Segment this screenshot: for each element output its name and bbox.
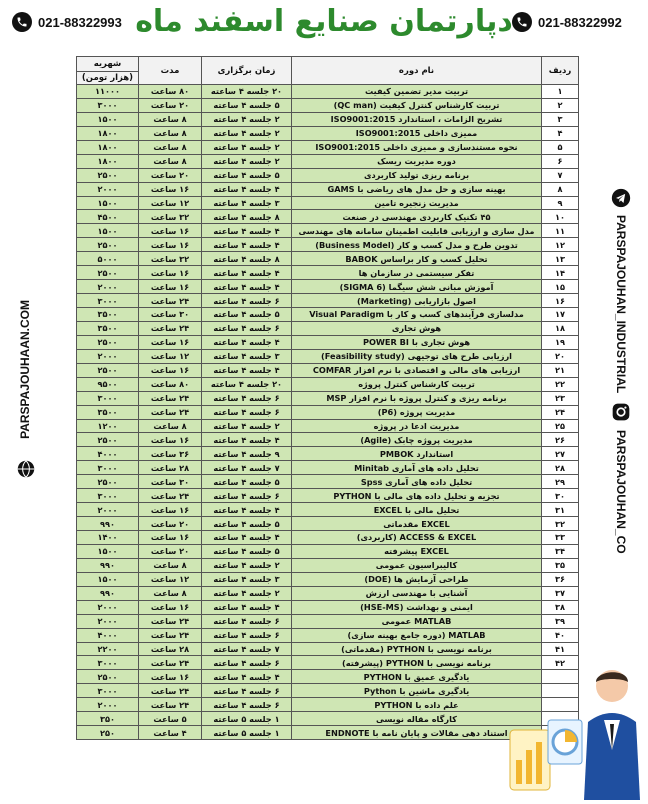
cell-fee: ۳۵۰	[77, 712, 139, 726]
cell-schedule: ۲ جلسه ۴ ساعته	[202, 154, 292, 168]
cell-course: برنامه ریزی و کنترل پروژه با نرم افزار MSP	[292, 391, 542, 405]
cell-schedule: ۷ جلسه ۴ ساعته	[202, 461, 292, 475]
cell-course: تحلیل داده های آماری Spss	[292, 475, 542, 489]
cell-schedule: ۲ جلسه ۴ ساعته	[202, 140, 292, 154]
table-row	[77, 280, 579, 294]
cell-duration: ۱۶ ساعت	[139, 670, 202, 684]
table-row	[77, 140, 579, 154]
table-row	[77, 405, 579, 419]
table-row	[77, 238, 579, 252]
cell-schedule: ۵ جلسه ۴ ساعته	[202, 544, 292, 558]
cell-row: ۲۷	[542, 447, 579, 461]
table-row	[77, 377, 579, 391]
cell-duration: ۸ ساعت	[139, 586, 202, 600]
table-row	[77, 461, 579, 475]
cell-fee: ۲۰۰۰	[77, 503, 139, 517]
instagram-handle[interactable]: PARSPAJOUHAN_CO	[614, 430, 628, 554]
cell-course: بهینه سازی و حل مدل های ریاضی با GAMS	[292, 182, 542, 196]
cell-fee: ۱۲۰۰	[77, 419, 139, 433]
cell-fee: ۲۰۰۰	[77, 614, 139, 628]
table-row	[77, 85, 579, 99]
cell-duration: ۱۶ ساعت	[139, 266, 202, 280]
cell-schedule: ۲۰ جلسه ۴ ساعته	[202, 377, 292, 391]
col-header-duration: مدت	[139, 57, 202, 85]
cell-fee: ۹۵۰۰	[77, 377, 139, 391]
cell-duration: ۲۰ ساعت	[139, 168, 202, 182]
cell-course: تحلیل داده های آماری Minitab	[292, 461, 542, 475]
cell-schedule: ۵ جلسه ۴ ساعته	[202, 517, 292, 531]
cell-fee: ۳۰۰۰	[77, 656, 139, 670]
cell-row: ۸	[542, 182, 579, 196]
cell-fee: ۲۵۰۰	[77, 266, 139, 280]
cell-schedule: ۶ جلسه ۴ ساعته	[202, 614, 292, 628]
cell-duration: ۵ ساعت	[139, 712, 202, 726]
cell-duration: ۳۲ ساعت	[139, 210, 202, 224]
cell-row: ۱۶	[542, 294, 579, 308]
table-row	[77, 252, 579, 266]
cell-schedule: ۵ جلسه ۴ ساعته	[202, 308, 292, 322]
cell-schedule: ۳ جلسه ۴ ساعته	[202, 572, 292, 586]
cell-fee: ۱۴۰۰	[77, 531, 139, 545]
cell-course: ارزیابی های مالی و اقتصادی با نرم افزار COMFAR	[292, 363, 542, 377]
cell-row: ۳۰	[542, 489, 579, 503]
cell-schedule: ۴ جلسه ۴ ساعته	[202, 224, 292, 238]
cell-course: MATLAB (دوره جامع بهینه سازی)	[292, 628, 542, 642]
cell-fee: ۲۵۰۰	[77, 238, 139, 252]
cell-row: ۷	[542, 168, 579, 182]
cell-schedule: ۲۰ جلسه ۴ ساعته	[202, 85, 292, 99]
cell-duration: ۱۶ ساعت	[139, 503, 202, 517]
table-row	[77, 308, 579, 322]
cell-schedule: ۴ جلسه ۴ ساعته	[202, 531, 292, 545]
cell-schedule: ۷ جلسه ۴ ساعته	[202, 642, 292, 656]
cell-fee: ۳۰۰۰	[77, 98, 139, 112]
cell-duration: ۱۶ ساعت	[139, 224, 202, 238]
cell-row: ۳۵	[542, 558, 579, 572]
cell-schedule: ۴ جلسه ۴ ساعته	[202, 670, 292, 684]
cell-course: طراحی آزمایش ها (DOE)	[292, 572, 542, 586]
table-row	[77, 363, 579, 377]
cell-fee: ۳۰۰۰	[77, 461, 139, 475]
cell-fee: ۱۸۰۰	[77, 154, 139, 168]
globe-icon	[17, 460, 35, 482]
cell-course: دوره مدیریت ریسک	[292, 154, 542, 168]
table-row	[77, 98, 579, 112]
cell-schedule: ۶ جلسه ۴ ساعته	[202, 294, 292, 308]
cell-duration: ۲۴ ساعت	[139, 698, 202, 712]
cell-fee: ۱۵۰۰	[77, 112, 139, 126]
cell-course: EXCEL پیشرفته	[292, 544, 542, 558]
telegram-handle[interactable]: PARSPAJOUHAN_INDUSTRIAL	[614, 215, 628, 394]
cell-row: ۵	[542, 140, 579, 154]
cell-duration: ۸۰ ساعت	[139, 377, 202, 391]
cell-duration: ۸ ساعت	[139, 126, 202, 140]
cell-course: آموزش مبانی شش سیگما (6 SIGMA)	[292, 280, 542, 294]
cell-schedule: ۴ جلسه ۴ ساعته	[202, 280, 292, 294]
cell-schedule: ۲ جلسه ۴ ساعته	[202, 112, 292, 126]
cell-duration: ۱۲ ساعت	[139, 196, 202, 210]
cell-row: ۲۰	[542, 349, 579, 363]
table-row	[77, 182, 579, 196]
table-row	[77, 419, 579, 433]
cell-course: استناد دهی مقالات و پایان نامه با ENDNOTE	[292, 726, 542, 740]
cell-row: ۳۴	[542, 544, 579, 558]
cell-duration: ۸ ساعت	[139, 154, 202, 168]
cell-duration: ۱۲ ساعت	[139, 572, 202, 586]
cell-duration: ۱۶ ساعت	[139, 335, 202, 349]
cell-schedule: ۴ جلسه ۴ ساعته	[202, 433, 292, 447]
cell-duration: ۸ ساعت	[139, 558, 202, 572]
cell-fee: ۳۵۰۰	[77, 308, 139, 322]
cell-row: ۱۱	[542, 224, 579, 238]
cell-row: ۲۲	[542, 377, 579, 391]
cell-fee: ۳۰۰۰	[77, 391, 139, 405]
cell-course: مدیریت زنجیره تامین	[292, 196, 542, 210]
cell-fee: ۱۵۰۰	[77, 544, 139, 558]
cell-schedule: ۶ جلسه ۴ ساعته	[202, 698, 292, 712]
cell-duration: ۲۰ ساعت	[139, 544, 202, 558]
cell-fee: ۲۵۰۰	[77, 335, 139, 349]
cell-schedule: ۴ جلسه ۴ ساعته	[202, 266, 292, 280]
cell-fee: ۲۰۰۰	[77, 280, 139, 294]
cell-schedule: ۲ جلسه ۴ ساعته	[202, 419, 292, 433]
cell-row: ۳۲	[542, 517, 579, 531]
cell-fee: ۳۵۰۰	[77, 405, 139, 419]
cell-duration: ۳۰ ساعت	[139, 475, 202, 489]
cell-schedule: ۴ جلسه ۴ ساعته	[202, 182, 292, 196]
cell-fee: ۳۰۰۰	[77, 684, 139, 698]
cell-duration: ۲۸ ساعت	[139, 642, 202, 656]
cell-row: ۲۸	[542, 461, 579, 475]
cell-course: کارگاه مقاله نویسی	[292, 712, 542, 726]
cell-schedule: ۴ جلسه ۴ ساعته	[202, 600, 292, 614]
cell-course: برنامه نویسی با PYTHON (پیشرفته)	[292, 656, 542, 670]
cell-duration: ۱۶ ساعت	[139, 280, 202, 294]
cell-duration: ۱۶ ساعت	[139, 433, 202, 447]
table-row	[77, 210, 579, 224]
cell-schedule: ۴ جلسه ۴ ساعته	[202, 503, 292, 517]
cell-row: ۲۶	[542, 433, 579, 447]
table-row	[77, 433, 579, 447]
table-row	[77, 391, 579, 405]
cell-fee: ۹۹۰	[77, 586, 139, 600]
cell-duration: ۸ ساعت	[139, 419, 202, 433]
cell-fee: ۲۰۰۰	[77, 182, 139, 196]
cell-fee: ۲۵۰۰	[77, 475, 139, 489]
site-url[interactable]: PARSPAJOUHAAN.COM	[18, 300, 32, 439]
cell-duration: ۲۴ ساعت	[139, 321, 202, 335]
cell-row: ۱۴	[542, 266, 579, 280]
table-row	[77, 517, 579, 531]
cell-duration: ۲۴ ساعت	[139, 405, 202, 419]
cell-course: MATLAB عمومی	[292, 614, 542, 628]
table-row	[77, 447, 579, 461]
cell-schedule: ۲ جلسه ۴ ساعته	[202, 126, 292, 140]
table-row	[77, 224, 579, 238]
cell-row: ۳۹	[542, 614, 579, 628]
cell-duration: ۲۸ ساعت	[139, 461, 202, 475]
col-header-schedule: زمان برگزاری	[202, 57, 292, 85]
cell-schedule: ۲ جلسه ۴ ساعته	[202, 586, 292, 600]
cell-duration: ۴ ساعت	[139, 726, 202, 740]
cell-row: ۴۱	[542, 642, 579, 656]
cell-duration: ۱۶ ساعت	[139, 363, 202, 377]
cell-fee: ۱۵۰۰	[77, 572, 139, 586]
col-header-fee: شهریه	[77, 57, 139, 72]
cell-duration: ۱۲ ساعت	[139, 349, 202, 363]
cell-duration: ۳۲ ساعت	[139, 252, 202, 266]
cell-schedule: ۱ جلسه ۵ ساعته	[202, 712, 292, 726]
col-header-row: ردیف	[542, 57, 579, 85]
cell-course: تربیت مدیر تضمین کیفیت	[292, 85, 542, 99]
cell-schedule: ۳ جلسه ۴ ساعته	[202, 196, 292, 210]
table-row	[77, 614, 579, 628]
cell-schedule: ۵ جلسه ۴ ساعته	[202, 98, 292, 112]
table-row	[77, 196, 579, 210]
cell-course: تدوین طرح و مدل کسب و کار (Business Model)	[292, 238, 542, 252]
table-row	[77, 628, 579, 642]
cell-course: اصول بازاریابی (Marketing)	[292, 294, 542, 308]
cell-course: آشنایی با مهندسی ارزش	[292, 586, 542, 600]
cell-duration: ۲۴ ساعت	[139, 614, 202, 628]
telegram-icon	[611, 188, 631, 212]
cell-fee: ۳۵۰۰	[77, 321, 139, 335]
cell-duration: ۳۰ ساعت	[139, 308, 202, 322]
cell-course: نحوه مستندسازی و ممیزی داخلی ISO9001:2015	[292, 140, 542, 154]
table-row	[77, 558, 579, 572]
cell-row: ۳۱	[542, 503, 579, 517]
cell-duration: ۲۴ ساعت	[139, 684, 202, 698]
cell-duration: ۱۶ ساعت	[139, 238, 202, 252]
page-title: دپارتمان صنایع اسفند ماه	[135, 4, 513, 39]
cell-schedule: ۶ جلسه ۴ ساعته	[202, 684, 292, 698]
table-row	[77, 600, 579, 614]
cell-schedule: ۸ جلسه ۴ ساعته	[202, 252, 292, 266]
table-row	[77, 266, 579, 280]
cell-course: مدیریت ادعا در پروژه	[292, 419, 542, 433]
cell-fee: ۹۹۰	[77, 558, 139, 572]
cell-duration: ۸ ساعت	[139, 140, 202, 154]
cell-fee: ۲۰۰۰	[77, 600, 139, 614]
cell-duration: ۲۴ ساعت	[139, 391, 202, 405]
table-row	[77, 475, 579, 489]
table-row	[77, 503, 579, 517]
cell-course: یادگیری عمیق با PYTHON	[292, 670, 542, 684]
cell-row: ۲۴	[542, 405, 579, 419]
cell-course: کالیبراسیون عمومی	[292, 558, 542, 572]
col-header-fee-unit: (هزار تومن)	[77, 72, 139, 85]
cell-course: ممیزی داخلی ISO9001:2015	[292, 126, 542, 140]
table-row	[77, 531, 579, 545]
cell-course: مدیریت پروژه (P6)	[292, 405, 542, 419]
cell-duration: ۳۶ ساعت	[139, 447, 202, 461]
table-row	[77, 126, 579, 140]
cell-row: ۲۳	[542, 391, 579, 405]
cell-course: ACCESS & EXCEL (کاربردی)	[292, 531, 542, 545]
cell-row: ۱	[542, 85, 579, 99]
cell-row: ۴۲	[542, 656, 579, 670]
cell-fee: ۲۵۰۰	[77, 363, 139, 377]
cell-fee: ۱۵۰۰	[77, 196, 139, 210]
table-row	[77, 572, 579, 586]
cell-course: مدلسازی فرآیندهای کسب و کار با Visual Paradigm	[292, 308, 542, 322]
cell-row: ۳۶	[542, 572, 579, 586]
cell-row: ۴	[542, 126, 579, 140]
cell-schedule: ۶ جلسه ۴ ساعته	[202, 489, 292, 503]
cell-row: ۱۳	[542, 252, 579, 266]
cell-schedule: ۹ جلسه ۴ ساعته	[202, 447, 292, 461]
cell-fee: ۱۱۰۰۰	[77, 85, 139, 99]
cell-row: ۳۷	[542, 586, 579, 600]
table-row	[77, 489, 579, 503]
table-row	[77, 335, 579, 349]
phone-left-number: 021-88322993	[38, 14, 122, 30]
cell-fee: ۲۲۰۰	[77, 642, 139, 656]
cell-course: تحلیل مالی با EXCEL	[292, 503, 542, 517]
cell-row: ۱۰	[542, 210, 579, 224]
cell-row: ۱۲	[542, 238, 579, 252]
cell-course: مدیریت پروژه چابک (Agile)	[292, 433, 542, 447]
table-row	[77, 321, 579, 335]
table-body	[77, 85, 579, 740]
col-header-course: نام دوره	[292, 57, 542, 85]
cell-course: ۴۵ تکنیک کاربردی مهندسی در صنعت	[292, 210, 542, 224]
cell-course: تشریح الزامات ، استاندارد ISO9001:2015	[292, 112, 542, 126]
cell-schedule: ۴ جلسه ۴ ساعته	[202, 238, 292, 252]
cell-schedule: ۸ جلسه ۴ ساعته	[202, 210, 292, 224]
cell-duration: ۲۴ ساعت	[139, 656, 202, 670]
cell-row: ۳۳	[542, 531, 579, 545]
table-row	[77, 544, 579, 558]
business-man-illustration	[500, 660, 648, 800]
cell-duration: ۱۶ ساعت	[139, 182, 202, 196]
cell-duration: ۸۰ ساعت	[139, 85, 202, 99]
cell-course: مدل سازی و ارزیابی قابلیت اطمینان سامانه های مهندسی	[292, 224, 542, 238]
cell-fee: ۱۸۰۰	[77, 126, 139, 140]
header	[0, 0, 648, 52]
cell-fee: ۹۹۰	[77, 517, 139, 531]
cell-schedule: ۱ جلسه ۵ ساعته	[202, 726, 292, 740]
cell-course: یادگیری ماشین با Python	[292, 684, 542, 698]
cell-schedule: ۲ جلسه ۴ ساعته	[202, 558, 292, 572]
table-row	[77, 294, 579, 308]
cell-fee: ۴۰۰۰	[77, 628, 139, 642]
cell-fee: ۳۰۰۰	[77, 489, 139, 503]
cell-duration: ۲۴ ساعت	[139, 489, 202, 503]
cell-fee: ۲۵۰۰	[77, 168, 139, 182]
cell-course: برنامه نویسی با PYTHON (مقدماتی)	[292, 642, 542, 656]
cell-fee: ۴۵۰۰	[77, 210, 139, 224]
cell-course: EXCEL مقدماتی	[292, 517, 542, 531]
cell-row: ۹	[542, 196, 579, 210]
cell-fee: ۲۵۰۰	[77, 433, 139, 447]
cell-course: تفکر سیستمی در سازمان ها	[292, 266, 542, 280]
cell-duration: ۲۴ ساعت	[139, 294, 202, 308]
cell-row: ۲۵	[542, 419, 579, 433]
table-row	[77, 642, 579, 656]
cell-fee: ۲۰۰۰	[77, 349, 139, 363]
cell-schedule: ۶ جلسه ۴ ساعته	[202, 391, 292, 405]
cell-schedule: ۶ جلسه ۴ ساعته	[202, 321, 292, 335]
cell-course: ارزیابی طرح های توجیهی (Feasibility study)	[292, 349, 542, 363]
cell-schedule: ۵ جلسه ۴ ساعته	[202, 168, 292, 182]
cell-course: ایمنی و بهداشت (HSE-MS)	[292, 600, 542, 614]
cell-fee: ۲۵۰۰	[77, 670, 139, 684]
cell-row: ۱۵	[542, 280, 579, 294]
table-row	[77, 586, 579, 600]
cell-duration: ۸ ساعت	[139, 112, 202, 126]
cell-duration: ۱۶ ساعت	[139, 600, 202, 614]
cell-row: ۶	[542, 154, 579, 168]
cell-course: علم داده با PYTHON	[292, 698, 542, 712]
cell-course: استاندارد PMBOK	[292, 447, 542, 461]
course-table	[76, 56, 578, 740]
cell-schedule: ۶ جلسه ۴ ساعته	[202, 405, 292, 419]
cell-fee: ۳۰۰۰	[77, 294, 139, 308]
table-row	[77, 168, 579, 182]
cell-duration: ۲۴ ساعت	[139, 628, 202, 642]
table-row	[77, 349, 579, 363]
cell-fee: ۵۰۰۰	[77, 252, 139, 266]
table-row	[77, 154, 579, 168]
cell-course: هوش تجاری با POWER BI	[292, 335, 542, 349]
cell-schedule: ۶ جلسه ۴ ساعته	[202, 656, 292, 670]
cell-schedule: ۳ جلسه ۴ ساعته	[202, 349, 292, 363]
cell-duration: ۲۰ ساعت	[139, 517, 202, 531]
cell-fee: ۴۰۰۰	[77, 447, 139, 461]
cell-fee: ۲۰۰۰	[77, 698, 139, 712]
cell-row: ۱۹	[542, 335, 579, 349]
cell-row: ۱۸	[542, 321, 579, 335]
cell-fee: ۱۵۰۰	[77, 224, 139, 238]
cell-schedule: ۵ جلسه ۴ ساعته	[202, 475, 292, 489]
cell-row: ۲۹	[542, 475, 579, 489]
cell-schedule: ۴ جلسه ۴ ساعته	[202, 335, 292, 349]
cell-course: هوش تجاری	[292, 321, 542, 335]
cell-course: تحلیل کسب و کار براساس BABOK	[292, 252, 542, 266]
cell-schedule: ۴ جلسه ۴ ساعته	[202, 363, 292, 377]
cell-course: تجزیه و تحلیل داده های مالی با PYTHON	[292, 489, 542, 503]
cell-course: تربیت کارشناس کنترل پروژه	[292, 377, 542, 391]
cell-row: ۲۱	[542, 363, 579, 377]
cell-course: برنامه ریزی تولید کاربردی	[292, 168, 542, 182]
cell-duration: ۲۰ ساعت	[139, 98, 202, 112]
cell-fee: ۲۵۰	[77, 726, 139, 740]
instagram-icon	[611, 402, 631, 426]
cell-fee: ۱۸۰۰	[77, 140, 139, 154]
cell-row: ۳۸	[542, 600, 579, 614]
cell-duration: ۱۶ ساعت	[139, 531, 202, 545]
cell-row: ۴۰	[542, 628, 579, 642]
cell-course: تربیت کارشناس کنترل کیفیت (QC man)	[292, 98, 542, 112]
table-row	[77, 112, 579, 126]
cell-row: ۱۷	[542, 308, 579, 322]
cell-row: ۲	[542, 98, 579, 112]
cell-row: ۳	[542, 112, 579, 126]
phone-right-number: 021-88322992	[538, 14, 622, 30]
cell-schedule: ۶ جلسه ۴ ساعته	[202, 628, 292, 642]
